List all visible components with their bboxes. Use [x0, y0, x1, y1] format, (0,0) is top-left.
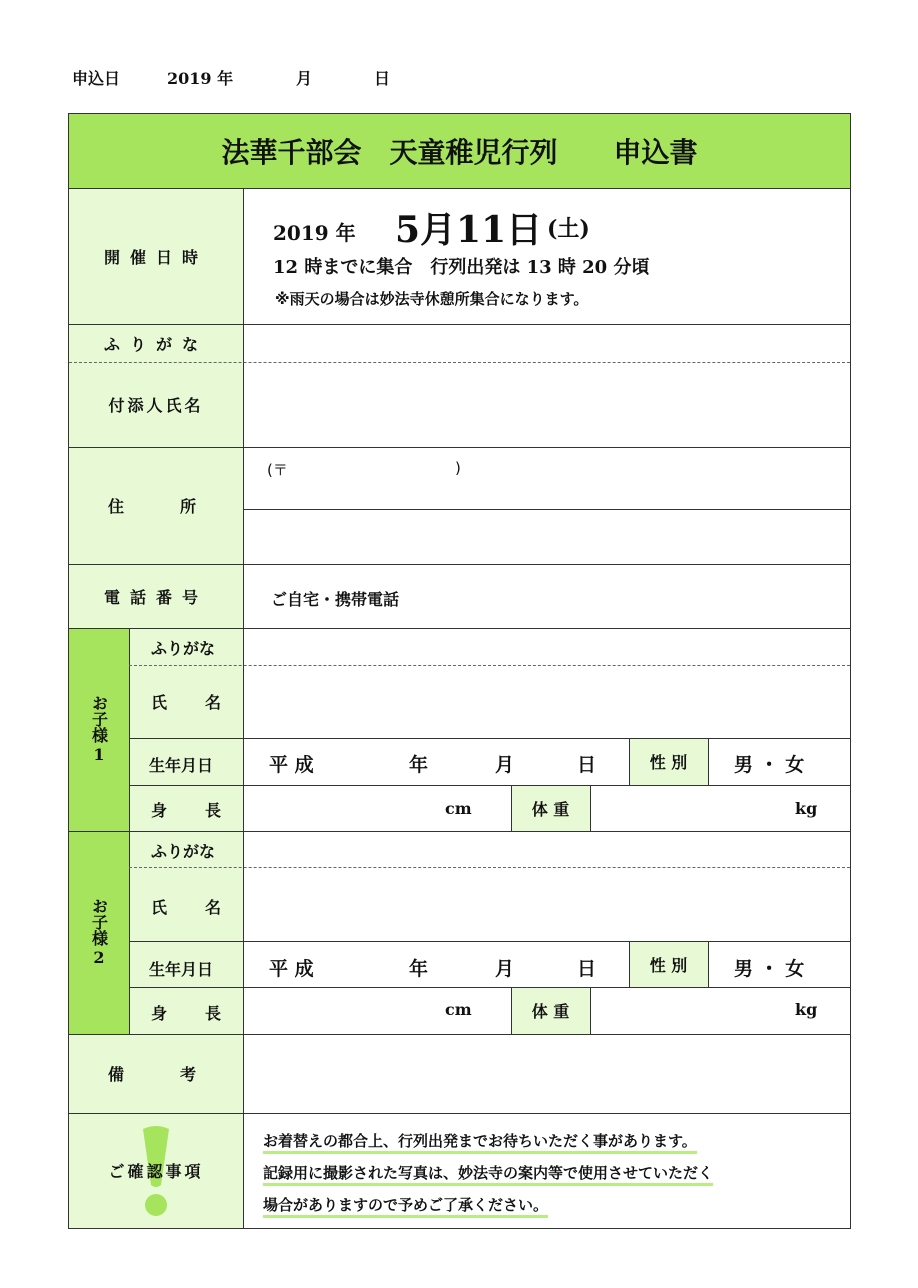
grid-line [129, 785, 850, 786]
application-date-line [72, 66, 472, 90]
child-1-gender-label-cell [629, 738, 708, 785]
grid-line [69, 362, 850, 363]
address-label-cell [69, 447, 243, 564]
furigana-label-cell [69, 324, 243, 362]
grid-line [590, 785, 591, 831]
remarks-label: 備 考 [107, 1065, 204, 1084]
event-label: 開催日時 [103, 247, 208, 267]
address-label: 住 所 [107, 497, 204, 516]
phone-value: ご自宅・携帯電話 [271, 590, 400, 609]
event-label-cell [69, 188, 243, 324]
child-2-group-cell [69, 831, 129, 1034]
child-1-weight-unit: kg [795, 799, 818, 818]
event-date: 5月11日 [395, 209, 543, 251]
grid-line [69, 831, 850, 832]
grid-line [511, 987, 512, 1034]
child-1-gender-value: 男 ・ 女 [734, 754, 805, 776]
phone-label-cell [69, 564, 243, 628]
grid-line [629, 941, 630, 987]
confirm-line-2: 記録用に撮影された写真は、妙法寺の案内等で使用させていただく [263, 1164, 713, 1186]
event-note: ※雨天の場合は妙法寺休憩所集合になります。 [275, 290, 589, 308]
postal-suffix: ) [455, 459, 461, 477]
child-2-weight-label-cell [511, 987, 590, 1034]
grid-line [69, 564, 850, 565]
grid-line [69, 324, 850, 325]
grid-line [243, 509, 850, 510]
child-1-birth-label: 生年月日 [149, 756, 214, 775]
child-1-year: 年 [409, 754, 429, 776]
child-1-weight-label: 体 重 [531, 799, 570, 819]
event-weekday: (土) [547, 216, 590, 242]
grid-line [129, 941, 850, 942]
grid-line [129, 867, 850, 868]
grid-line [243, 188, 244, 1228]
child-1-day: 日 [577, 754, 597, 776]
child-1-month: 月 [495, 754, 515, 776]
child-2-year: 年 [409, 958, 429, 980]
confirm-label-cell [69, 1113, 243, 1228]
grid-line [708, 941, 709, 987]
child-2-weight-unit: kg [795, 1000, 818, 1019]
grid-line [129, 738, 850, 739]
attendant-label: 付添人氏名 [108, 396, 204, 415]
postal-prefix: (〒 [267, 461, 288, 479]
event-time: 12 時までに集合 行列出発は 13 時 20 分頃 [273, 257, 650, 278]
grid-line [69, 1034, 850, 1035]
child-2-month: 月 [495, 958, 515, 980]
child-2-group-label: お子様 [89, 898, 109, 946]
grid-line [69, 1113, 850, 1114]
phone-label: 電話番号 [103, 587, 208, 607]
grid-line [69, 628, 850, 629]
confirm-label: ご確認事項 [108, 1162, 204, 1181]
child-2-gender-label-cell [629, 941, 708, 987]
form-title: 法華千部会 天童稚児行列 申込書 [221, 136, 698, 169]
application-form [68, 113, 851, 1229]
child-1-era: 平 成 [269, 754, 314, 776]
apply-date-label: 申込日 [72, 69, 121, 88]
apply-month: 月 [296, 69, 313, 88]
child-2-birth-label: 生年月日 [149, 960, 214, 979]
child-1-gender-label: 性 別 [649, 753, 688, 772]
confirm-line-3: 場合がありますので予めご了承ください。 [263, 1196, 548, 1218]
grid-line [708, 738, 709, 785]
form-title-bar [69, 114, 850, 188]
child-2-era: 平 成 [269, 958, 314, 980]
child-1-height-label: 身 長 [151, 801, 224, 820]
apply-day: 日 [374, 69, 391, 88]
child-2-weight-label: 体 重 [531, 1002, 570, 1021]
child-2-height-unit: cm [445, 1000, 472, 1019]
remarks-label-cell [69, 1034, 243, 1113]
child-2-gender-value: 男 ・ 女 [734, 958, 805, 980]
child-1-group-cell [69, 628, 129, 831]
child-1-furigana-label: ふりがな [151, 639, 216, 658]
child-2-furigana-label: ふりがな [151, 842, 216, 861]
event-year: 2019 年 [273, 221, 356, 245]
attendant-label-cell [69, 362, 243, 447]
child-2-gender-label: 性 別 [649, 955, 688, 975]
grid-line [129, 665, 850, 666]
grid-line [629, 738, 630, 785]
child-2-day: 日 [577, 958, 597, 980]
grid-line [129, 987, 850, 988]
child-1-height-unit: cm [445, 799, 472, 818]
grid-line [511, 785, 512, 831]
child-2-height-label: 身 長 [151, 1004, 224, 1023]
child-1-weight-label-cell [511, 785, 590, 831]
grid-line [590, 987, 591, 1034]
confirm-line-1: お着替えの都合上、行列出発までお待ちいただく事があります。 [263, 1132, 697, 1154]
child-1-group-label: お子様 [89, 695, 109, 743]
apply-year: 2019 年 [167, 69, 234, 88]
grid-line [69, 447, 850, 448]
furigana-label: ふりがな [103, 334, 208, 354]
grid-line [69, 188, 850, 189]
child-2-name-label: 氏 名 [151, 898, 224, 917]
child-1-number: 1 [93, 745, 105, 764]
child-2-number: 2 [93, 948, 105, 967]
child-1-name-label: 氏 名 [151, 693, 224, 712]
